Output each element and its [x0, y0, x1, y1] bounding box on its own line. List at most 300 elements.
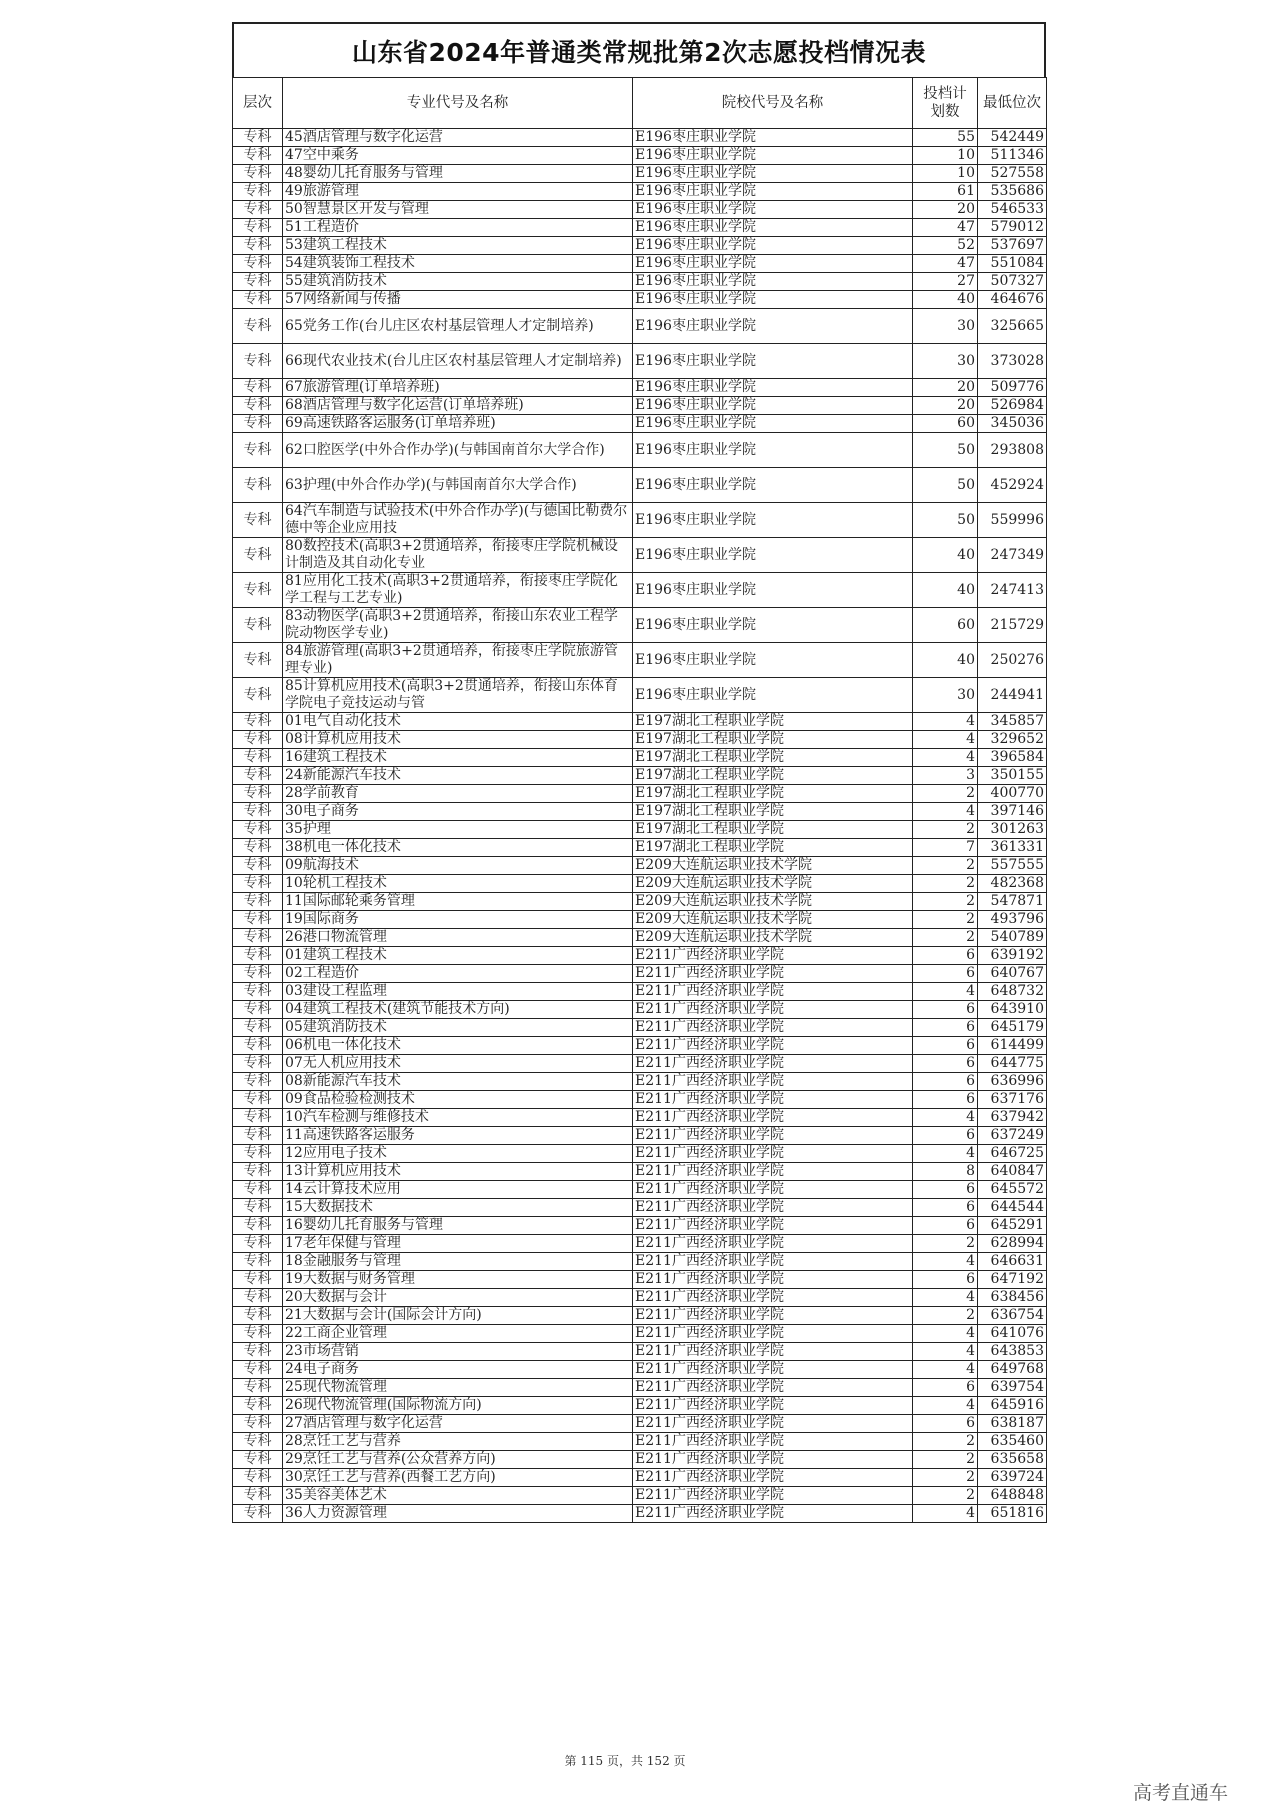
- major-cell: 09食品检验检测技术: [283, 1091, 633, 1109]
- table-row: [233, 1271, 1047, 1289]
- rank-cell: 452924: [978, 468, 1047, 503]
- school-cell: E196枣庄职业学院: [633, 291, 913, 309]
- level-cell: 专科: [233, 731, 283, 749]
- rank-cell: 247413: [978, 573, 1047, 608]
- table-row: [233, 947, 1047, 965]
- school-cell: E196枣庄职业学院: [633, 503, 913, 538]
- page-footer: [0, 1752, 1280, 1769]
- plan-cell: 3: [913, 767, 978, 785]
- level-cell: 专科: [233, 1469, 283, 1487]
- table-row: [233, 1343, 1047, 1361]
- rank-cell: 637942: [978, 1109, 1047, 1127]
- major-cell: 35美容美体艺术: [283, 1487, 633, 1505]
- table-row: [233, 1163, 1047, 1181]
- level-cell: 专科: [233, 183, 283, 201]
- school-cell: E196枣庄职业学院: [633, 344, 913, 379]
- school-cell: E211广西经济职业学院: [633, 1235, 913, 1253]
- major-cell: 02工程造价: [283, 965, 633, 983]
- level-cell: 专科: [233, 1235, 283, 1253]
- table-row: [233, 1379, 1047, 1397]
- table-row: [233, 415, 1047, 433]
- school-cell: E209大连航运职业技术学院: [633, 911, 913, 929]
- level-cell: 专科: [233, 573, 283, 608]
- school-cell: E211广西经济职业学院: [633, 1433, 913, 1451]
- table-row: [233, 1451, 1047, 1469]
- level-cell: 专科: [233, 983, 283, 1001]
- rank-cell: 648732: [978, 983, 1047, 1001]
- major-cell: 25现代物流管理: [283, 1379, 633, 1397]
- rank-cell: 638187: [978, 1415, 1047, 1433]
- rank-cell: 397146: [978, 803, 1047, 821]
- school-cell: E211广西经济职业学院: [633, 1145, 913, 1163]
- rank-cell: 644544: [978, 1199, 1047, 1217]
- rank-cell: 645916: [978, 1397, 1047, 1415]
- level-cell: 专科: [233, 643, 283, 678]
- plan-cell: 30: [913, 309, 978, 344]
- major-cell: 30烹饪工艺与营养(西餐工艺方向): [283, 1469, 633, 1487]
- table-row: [233, 468, 1047, 503]
- rank-cell: 509776: [978, 379, 1047, 397]
- rank-cell: 639754: [978, 1379, 1047, 1397]
- major-cell: 57网络新闻与传播: [283, 291, 633, 309]
- rank-cell: 507327: [978, 273, 1047, 291]
- table-row: [233, 911, 1047, 929]
- plan-cell: 30: [913, 344, 978, 379]
- document-title: 山东省2024年普通类常规批第2次志愿投档情况表: [352, 37, 926, 67]
- table-row: [233, 1019, 1047, 1037]
- rank-cell: 614499: [978, 1037, 1047, 1055]
- table-row: [233, 147, 1047, 165]
- major-cell: 83动物医学(高职3+2贯通培养，衔接山东农业工程学院动物医学专业): [283, 608, 633, 643]
- school-cell: E196枣庄职业学院: [633, 273, 913, 291]
- school-cell: E211广西经济职业学院: [633, 1325, 913, 1343]
- rank-cell: 244941: [978, 678, 1047, 713]
- school-cell: E209大连航运职业技术学院: [633, 857, 913, 875]
- table-row: [233, 291, 1047, 309]
- table-row: [233, 397, 1047, 415]
- table-row: [233, 1361, 1047, 1379]
- school-cell: E197湖北工程职业学院: [633, 821, 913, 839]
- table-row: [233, 273, 1047, 291]
- plan-cell: 40: [913, 538, 978, 573]
- level-cell: 专科: [233, 1073, 283, 1091]
- school-cell: E211广西经济职业学院: [633, 1181, 913, 1199]
- school-cell: E211广西经济职业学院: [633, 1307, 913, 1325]
- table-row: [233, 219, 1047, 237]
- plan-cell: 10: [913, 165, 978, 183]
- level-cell: 专科: [233, 1217, 283, 1235]
- school-cell: E209大连航运职业技术学院: [633, 893, 913, 911]
- plan-cell: 30: [913, 678, 978, 713]
- plan-cell: 6: [913, 1127, 978, 1145]
- table-row: [233, 129, 1047, 147]
- table-row: [233, 201, 1047, 219]
- header-level: 层次: [233, 78, 283, 129]
- school-cell: E196枣庄职业学院: [633, 678, 913, 713]
- plan-cell: 4: [913, 1361, 978, 1379]
- level-cell: 专科: [233, 201, 283, 219]
- major-cell: 26现代物流管理(国际物流方向): [283, 1397, 633, 1415]
- rank-cell: 644775: [978, 1055, 1047, 1073]
- table-row: [233, 803, 1047, 821]
- table-row: [233, 433, 1047, 468]
- major-cell: 85计算机应用技术(高职3+2贯通培养，衔接山东体育学院电子竞技运动与管: [283, 678, 633, 713]
- level-cell: 专科: [233, 1379, 283, 1397]
- school-cell: E211广西经济职业学院: [633, 1343, 913, 1361]
- level-cell: 专科: [233, 1091, 283, 1109]
- level-cell: 专科: [233, 857, 283, 875]
- table-body: [233, 129, 1047, 1523]
- rank-cell: 325665: [978, 309, 1047, 344]
- level-cell: 专科: [233, 1199, 283, 1217]
- major-cell: 68酒店管理与数字化运营(订单培养班): [283, 397, 633, 415]
- level-cell: 专科: [233, 947, 283, 965]
- school-cell: E196枣庄职业学院: [633, 415, 913, 433]
- table-row: [233, 1091, 1047, 1109]
- rank-cell: 464676: [978, 291, 1047, 309]
- school-cell: E211广西经济职业学院: [633, 983, 913, 1001]
- rank-cell: 643853: [978, 1343, 1047, 1361]
- level-cell: 专科: [233, 678, 283, 713]
- major-cell: 03建设工程监理: [283, 983, 633, 1001]
- rank-cell: 579012: [978, 219, 1047, 237]
- level-cell: 专科: [233, 1451, 283, 1469]
- plan-cell: 4: [913, 983, 978, 1001]
- level-cell: 专科: [233, 803, 283, 821]
- level-cell: 专科: [233, 1181, 283, 1199]
- table-row: [233, 1307, 1047, 1325]
- major-cell: 26港口物流管理: [283, 929, 633, 947]
- level-cell: 专科: [233, 468, 283, 503]
- major-cell: 01建筑工程技术: [283, 947, 633, 965]
- major-cell: 49旅游管理: [283, 183, 633, 201]
- plan-cell: 55: [913, 129, 978, 147]
- major-cell: 05建筑消防技术: [283, 1019, 633, 1037]
- school-cell: E211广西经济职业学院: [633, 1451, 913, 1469]
- level-cell: 专科: [233, 785, 283, 803]
- level-cell: 专科: [233, 165, 283, 183]
- rank-cell: 373028: [978, 344, 1047, 379]
- school-cell: E196枣庄职业学院: [633, 219, 913, 237]
- plan-cell: 6: [913, 1217, 978, 1235]
- level-cell: 专科: [233, 219, 283, 237]
- plan-cell: 52: [913, 237, 978, 255]
- major-cell: 38机电一体化技术: [283, 839, 633, 857]
- document-sheet: [232, 22, 1046, 1523]
- major-cell: 80数控技术(高职3+2贯通培养，衔接枣庄学院机械设计制造及其自动化专业: [283, 538, 633, 573]
- level-cell: 专科: [233, 291, 283, 309]
- level-cell: 专科: [233, 911, 283, 929]
- school-cell: E196枣庄职业学院: [633, 643, 913, 678]
- level-cell: 专科: [233, 767, 283, 785]
- major-cell: 48婴幼儿托育服务与管理: [283, 165, 633, 183]
- rank-cell: 301263: [978, 821, 1047, 839]
- major-cell: 27酒店管理与数字化运营: [283, 1415, 633, 1433]
- rank-cell: 557555: [978, 857, 1047, 875]
- school-cell: E196枣庄职业学院: [633, 183, 913, 201]
- school-cell: E196枣庄职业学院: [633, 147, 913, 165]
- rank-cell: 636754: [978, 1307, 1047, 1325]
- major-cell: 17老年保健与管理: [283, 1235, 633, 1253]
- level-cell: 专科: [233, 1127, 283, 1145]
- school-cell: E196枣庄职业学院: [633, 237, 913, 255]
- header-school: 院校代号及名称: [633, 78, 913, 129]
- plan-cell: 4: [913, 731, 978, 749]
- plan-cell: 4: [913, 1145, 978, 1163]
- table-row: [233, 875, 1047, 893]
- plan-cell: 47: [913, 219, 978, 237]
- rank-cell: 639724: [978, 1469, 1047, 1487]
- plan-cell: 2: [913, 1307, 978, 1325]
- table-row: [233, 1397, 1047, 1415]
- table-row: [233, 643, 1047, 678]
- major-cell: 36人力资源管理: [283, 1505, 633, 1523]
- plan-cell: 4: [913, 1289, 978, 1307]
- rank-cell: 250276: [978, 643, 1047, 678]
- level-cell: 专科: [233, 1145, 283, 1163]
- rank-cell: 329652: [978, 731, 1047, 749]
- major-cell: 06机电一体化技术: [283, 1037, 633, 1055]
- plan-cell: 4: [913, 749, 978, 767]
- table-row: [233, 965, 1047, 983]
- school-cell: E211广西经济职业学院: [633, 1037, 913, 1055]
- level-cell: 专科: [233, 397, 283, 415]
- plan-cell: 6: [913, 1379, 978, 1397]
- rank-cell: 247349: [978, 538, 1047, 573]
- level-cell: 专科: [233, 344, 283, 379]
- level-cell: 专科: [233, 749, 283, 767]
- plan-cell: 6: [913, 947, 978, 965]
- header-rank: 最低位次: [978, 78, 1047, 129]
- plan-cell: 4: [913, 1253, 978, 1271]
- plan-cell: 2: [913, 1235, 978, 1253]
- rank-cell: 546533: [978, 201, 1047, 219]
- major-cell: 10轮机工程技术: [283, 875, 633, 893]
- school-cell: E211广西经济职业学院: [633, 1073, 913, 1091]
- table-row: [233, 608, 1047, 643]
- school-cell: E196枣庄职业学院: [633, 468, 913, 503]
- rank-cell: 559996: [978, 503, 1047, 538]
- major-cell: 04建筑工程技术(建筑节能技术方向): [283, 1001, 633, 1019]
- level-cell: 专科: [233, 875, 283, 893]
- major-cell: 22工商企业管理: [283, 1325, 633, 1343]
- school-cell: E197湖北工程职业学院: [633, 803, 913, 821]
- school-cell: E211广西经济职业学院: [633, 1001, 913, 1019]
- plan-cell: 6: [913, 1415, 978, 1433]
- major-cell: 28烹饪工艺与营养: [283, 1433, 633, 1451]
- school-cell: E196枣庄职业学院: [633, 573, 913, 608]
- plan-cell: 8: [913, 1163, 978, 1181]
- plan-cell: 4: [913, 803, 978, 821]
- table-row: [233, 1235, 1047, 1253]
- plan-cell: 6: [913, 1199, 978, 1217]
- level-cell: 专科: [233, 1019, 283, 1037]
- level-cell: 专科: [233, 503, 283, 538]
- major-cell: 81应用化工技术(高职3+2贯通培养，衔接枣庄学院化学工程与工艺专业): [283, 573, 633, 608]
- plan-cell: 4: [913, 1325, 978, 1343]
- major-cell: 30电子商务: [283, 803, 633, 821]
- table-row: [233, 1037, 1047, 1055]
- rank-cell: 645179: [978, 1019, 1047, 1037]
- rank-cell: 649768: [978, 1361, 1047, 1379]
- level-cell: 专科: [233, 309, 283, 344]
- school-cell: E211广西经济职业学院: [633, 1361, 913, 1379]
- plan-cell: 47: [913, 255, 978, 273]
- school-cell: E211广西经济职业学院: [633, 1055, 913, 1073]
- rank-cell: 511346: [978, 147, 1047, 165]
- school-cell: E211广西经济职业学院: [633, 1019, 913, 1037]
- rank-cell: 396584: [978, 749, 1047, 767]
- plan-cell: 40: [913, 573, 978, 608]
- table-row: [233, 1199, 1047, 1217]
- major-cell: 12应用电子技术: [283, 1145, 633, 1163]
- table-row: [233, 1487, 1047, 1505]
- major-cell: 15大数据技术: [283, 1199, 633, 1217]
- level-cell: 专科: [233, 1307, 283, 1325]
- school-cell: E197湖北工程职业学院: [633, 767, 913, 785]
- level-cell: 专科: [233, 1109, 283, 1127]
- major-cell: 14云计算技术应用: [283, 1181, 633, 1199]
- major-cell: 24新能源汽车技术: [283, 767, 633, 785]
- plan-cell: 50: [913, 503, 978, 538]
- table-row: [233, 857, 1047, 875]
- rank-cell: 551084: [978, 255, 1047, 273]
- school-cell: E196枣庄职业学院: [633, 165, 913, 183]
- major-cell: 28学前教育: [283, 785, 633, 803]
- level-cell: 专科: [233, 893, 283, 911]
- table-row: [233, 749, 1047, 767]
- table-row: [233, 893, 1047, 911]
- level-cell: 专科: [233, 273, 283, 291]
- major-cell: 13计算机应用技术: [283, 1163, 633, 1181]
- level-cell: 专科: [233, 1037, 283, 1055]
- school-cell: E211广西经济职业学院: [633, 1397, 913, 1415]
- table-row: [233, 538, 1047, 573]
- level-cell: 专科: [233, 433, 283, 468]
- major-cell: 35护理: [283, 821, 633, 839]
- major-cell: 62口腔医学(中外合作办学)(与韩国南首尔大学合作): [283, 433, 633, 468]
- school-cell: E211广西经济职业学院: [633, 1217, 913, 1235]
- plan-cell: 6: [913, 1001, 978, 1019]
- level-cell: 专科: [233, 713, 283, 731]
- level-cell: 专科: [233, 1289, 283, 1307]
- school-cell: E196枣庄职业学院: [633, 309, 913, 344]
- plan-cell: 4: [913, 713, 978, 731]
- rank-cell: 648848: [978, 1487, 1047, 1505]
- table-row: [233, 1469, 1047, 1487]
- plan-cell: 4: [913, 1109, 978, 1127]
- table-row: [233, 379, 1047, 397]
- rank-cell: 400770: [978, 785, 1047, 803]
- major-cell: 64汽车制造与试验技术(中外合作办学)(与德国比勒费尔德中等企业应用技: [283, 503, 633, 538]
- school-cell: E209大连航运职业技术学院: [633, 875, 913, 893]
- school-cell: E211广西经济职业学院: [633, 1109, 913, 1127]
- table-row: [233, 183, 1047, 201]
- rank-cell: 535686: [978, 183, 1047, 201]
- plan-cell: 2: [913, 1487, 978, 1505]
- major-cell: 10汽车检测与维修技术: [283, 1109, 633, 1127]
- level-cell: 专科: [233, 1343, 283, 1361]
- school-cell: E196枣庄职业学院: [633, 201, 913, 219]
- table-row: [233, 821, 1047, 839]
- table-row: [233, 713, 1047, 731]
- table-header-row: [233, 78, 1047, 129]
- school-cell: E197湖北工程职业学院: [633, 839, 913, 857]
- table-row: [233, 573, 1047, 608]
- title-band: [232, 22, 1046, 77]
- rank-cell: 646631: [978, 1253, 1047, 1271]
- major-cell: 54建筑装饰工程技术: [283, 255, 633, 273]
- major-cell: 18金融服务与管理: [283, 1253, 633, 1271]
- major-cell: 09航海技术: [283, 857, 633, 875]
- school-cell: E211广西经济职业学院: [633, 1415, 913, 1433]
- table-row: [233, 678, 1047, 713]
- school-cell: E211广西经济职业学院: [633, 965, 913, 983]
- rank-cell: 640847: [978, 1163, 1047, 1181]
- rank-cell: 640767: [978, 965, 1047, 983]
- level-cell: 专科: [233, 129, 283, 147]
- school-cell: E211广西经济职业学院: [633, 1469, 913, 1487]
- table-row: [233, 1181, 1047, 1199]
- school-cell: E196枣庄职业学院: [633, 255, 913, 273]
- level-cell: 专科: [233, 1397, 283, 1415]
- rank-cell: 637249: [978, 1127, 1047, 1145]
- table-row: [233, 731, 1047, 749]
- rank-cell: 638456: [978, 1289, 1047, 1307]
- plan-cell: 2: [913, 875, 978, 893]
- major-cell: 63护理(中外合作办学)(与韩国南首尔大学合作): [283, 468, 633, 503]
- table-row: [233, 929, 1047, 947]
- major-cell: 01电气自动化技术: [283, 713, 633, 731]
- level-cell: 专科: [233, 1163, 283, 1181]
- rank-cell: 361331: [978, 839, 1047, 857]
- level-cell: 专科: [233, 415, 283, 433]
- rank-cell: 537697: [978, 237, 1047, 255]
- plan-cell: 10: [913, 147, 978, 165]
- rank-cell: 651816: [978, 1505, 1047, 1523]
- plan-cell: 61: [913, 183, 978, 201]
- table-row: [233, 767, 1047, 785]
- level-cell: 专科: [233, 379, 283, 397]
- major-cell: 16建筑工程技术: [283, 749, 633, 767]
- major-cell: 08计算机应用技术: [283, 731, 633, 749]
- table-row: [233, 1415, 1047, 1433]
- school-cell: E197湖北工程职业学院: [633, 713, 913, 731]
- level-cell: 专科: [233, 1253, 283, 1271]
- plan-cell: 6: [913, 965, 978, 983]
- plan-cell: 40: [913, 291, 978, 309]
- table-row: [233, 165, 1047, 183]
- school-cell: E196枣庄职业学院: [633, 433, 913, 468]
- table-row: [233, 344, 1047, 379]
- major-cell: 67旅游管理(订单培养班): [283, 379, 633, 397]
- major-cell: 55建筑消防技术: [283, 273, 633, 291]
- plan-cell: 20: [913, 201, 978, 219]
- major-cell: 19国际商务: [283, 911, 633, 929]
- plan-cell: 4: [913, 1343, 978, 1361]
- rank-cell: 646725: [978, 1145, 1047, 1163]
- major-cell: 07无人机应用技术: [283, 1055, 633, 1073]
- rank-cell: 482368: [978, 875, 1047, 893]
- school-cell: E196枣庄职业学院: [633, 129, 913, 147]
- plan-cell: 60: [913, 608, 978, 643]
- level-cell: 专科: [233, 1505, 283, 1523]
- table-row: [233, 983, 1047, 1001]
- rank-cell: 527558: [978, 165, 1047, 183]
- plan-cell: 50: [913, 468, 978, 503]
- level-cell: 专科: [233, 1055, 283, 1073]
- plan-cell: 6: [913, 1019, 978, 1037]
